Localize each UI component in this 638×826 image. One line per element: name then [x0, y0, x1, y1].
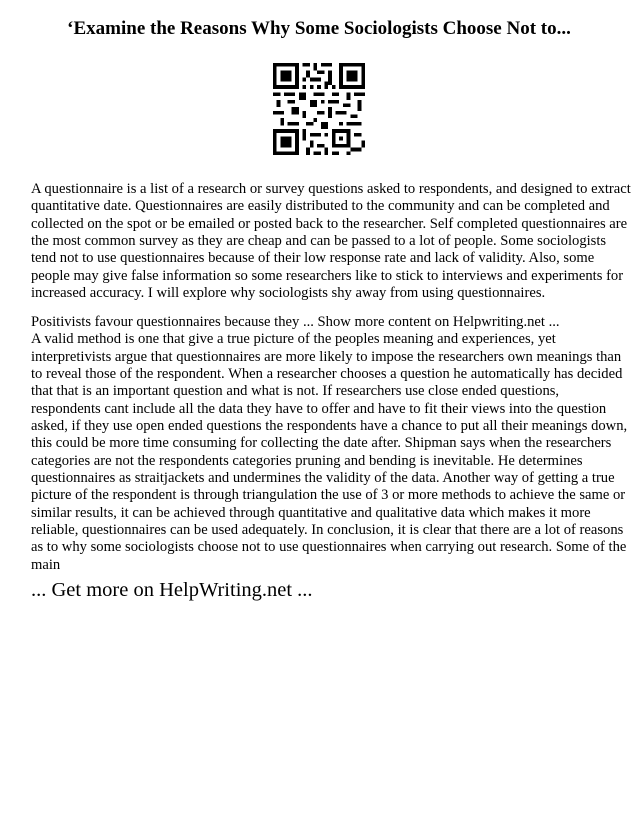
text-line: A valid method is one that give a true picture of the peoples meaning and experiences, yet: [31, 331, 556, 348]
page-title: ‘Examine the Reasons Why Some Sociologists Choose Not to...: [67, 18, 571, 39]
text-line: that that is an important question and what is not. If researchers use close ended questions,: [31, 383, 560, 400]
qr-code-icon: [273, 63, 365, 155]
paragraph-intro: [31, 181, 631, 302]
text-line: picture of the respondent is through triangulation the use of 3 or more methods to achieve the same or: [31, 487, 626, 504]
text-line: people may give false information so some researchers like to stick to interviews and experiments for: [31, 267, 624, 284]
text-line: Positivists favour questionnaires because they ... Show more content on Helpwriting.net ...: [31, 314, 560, 330]
text-line: asked, if they use open ended questions the respondents have a chance to put all their meanings down,: [31, 418, 628, 435]
text-line: increased accuracy. I will explore why sociologists shy away from using questionnaires.: [31, 285, 546, 302]
text-line: reliable, questionnaires can be used adequately. In conclusion, it is clear that there are a lot of reasons: [31, 522, 624, 539]
text-line: as to why some sociologists choose not to use questionnaires when carrying out research. Some of the: [31, 539, 627, 556]
text-line: categories are not the respondents categories pruning and bending is inevitable. He determines: [31, 452, 583, 469]
text-line: A questionnaire is a list of a research or survey questions asked to respondents, and designed to extract: [31, 181, 631, 197]
get-more-link[interactable]: ... Get more on HelpWriting.net ...: [31, 579, 313, 601]
text-line: tend not to use questionnaires because of their low response rate and lack of validity. Also, some: [31, 250, 595, 267]
text-line: collected on the spot or be emailed or posted back to the researcher. Self completed questionnaires are: [31, 215, 628, 232]
text-line: interpretivists argue that questionnaires are more likely to impose the researchers own meanings than: [31, 348, 622, 365]
text-line: main: [31, 556, 61, 573]
paragraph-body: [31, 314, 628, 574]
text-line: similar results, it can be achieved through quantitative and qualitative data which makes it more: [31, 504, 591, 521]
text-line: respondents cant include all the data they have to offer and have to fit their views into the question: [31, 400, 607, 417]
text-line: questionnaires as straitjackets and undermines the validity of the data. Another way of getting a true: [31, 470, 615, 487]
text-line: this could be more time consuming for collecting the date after. Shipman says when the researchers: [31, 435, 612, 452]
text-line: quantitative date. Questionnaires are easily distributed to the community and can be completed and: [31, 198, 610, 215]
text-line: to reveal those of the respondent. When a researcher chooses a question he automatically has decided: [31, 366, 623, 383]
text-line: the most common survey as they are cheap and can be passed to a lot of people. Some sociologists: [31, 233, 607, 250]
